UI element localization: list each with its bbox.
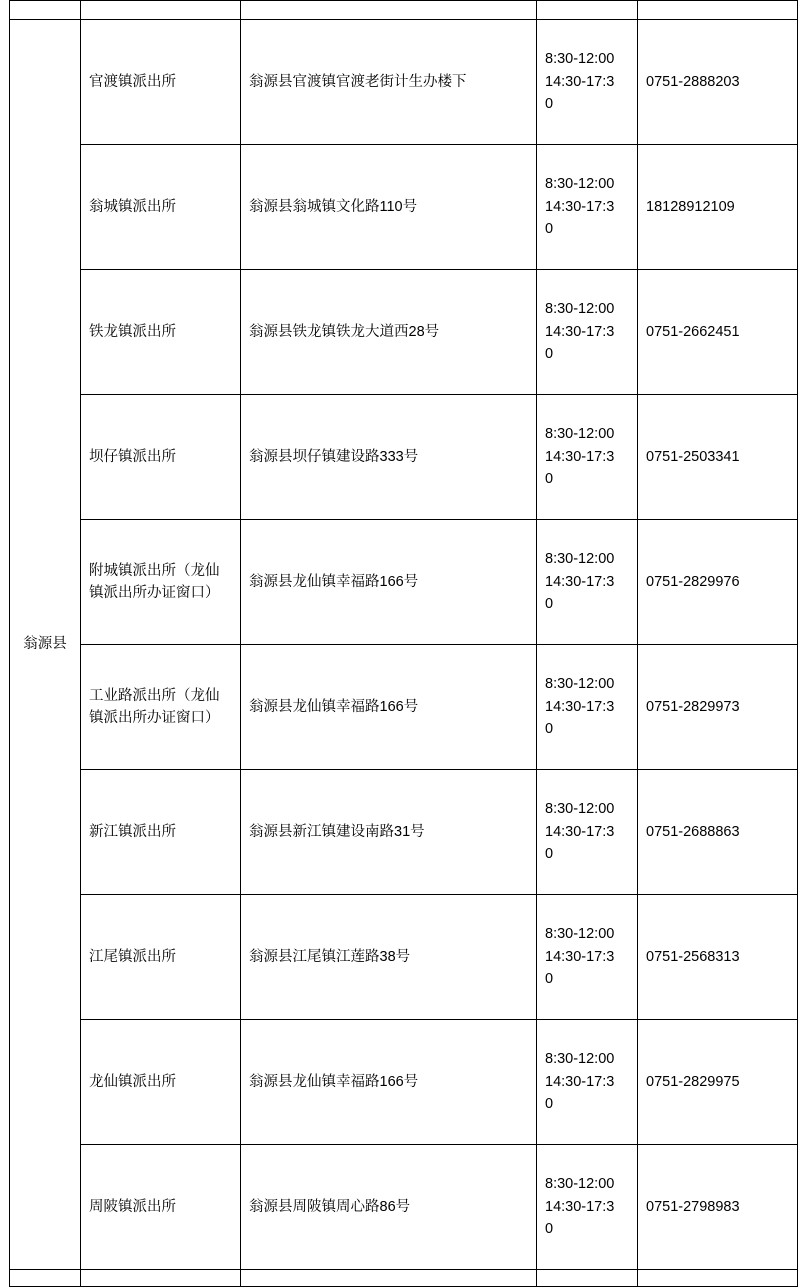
cell-phone: 0751-2503341 [638, 395, 798, 520]
table-row [10, 1020, 798, 1145]
cell-county: 翁源县 [10, 20, 81, 1270]
cell-address: 翁源县龙仙镇幸福路166号 [241, 645, 537, 770]
hours-line-1: 8:30-12:00 [545, 676, 615, 693]
cell-address: 翁源县新江镇建设南路31号 [241, 770, 537, 895]
hours-line-1: 8:30-12:00 [545, 1176, 615, 1193]
cell-address: 翁源县坝仔镇建设路333号 [241, 395, 537, 520]
cell-hours [537, 1145, 638, 1270]
table-row [10, 770, 798, 895]
cell-address: 翁源县官渡镇官渡老街计生办楼下 [241, 20, 537, 145]
table-row-partial-top [10, 1, 798, 20]
cell-hours [537, 645, 638, 770]
hours-line-2: 14:30-17:3 [545, 448, 615, 465]
cell-hours [537, 20, 638, 145]
hours-line-1: 8:30-12:00 [545, 301, 615, 318]
cell-address: 翁源县江尾镇江莲路38号 [241, 895, 537, 1020]
cell-station: 周陂镇派出所 [81, 1145, 241, 1270]
cell-address-partial [241, 1270, 537, 1287]
hours-line-1: 8:30-12:00 [545, 801, 615, 818]
table-row [10, 895, 798, 1020]
hours-line-2: 14:30-17:3 [545, 573, 615, 590]
hours-line-2: 14:30-17:3 [545, 823, 615, 840]
hours-line-3: 0 [545, 1096, 554, 1113]
hours-line-2: 14:30-17:3 [545, 698, 615, 715]
hours-line-3: 0 [545, 846, 554, 863]
hours-line-3: 0 [545, 346, 554, 363]
cell-station-partial [81, 1, 241, 20]
table-row [10, 145, 798, 270]
police-station-table [9, 0, 798, 1287]
hours-line-3: 0 [545, 471, 554, 488]
cell-phone: 0751-2798983 [638, 1145, 798, 1270]
hours-line-1: 8:30-12:00 [545, 551, 615, 568]
cell-phone: 0751-2888203 [638, 20, 798, 145]
hours-line-2: 14:30-17:3 [545, 1198, 615, 1215]
cell-hours [537, 770, 638, 895]
cell-county-partial [10, 1, 81, 20]
cell-hours [537, 1020, 638, 1145]
cell-phone-partial [638, 1, 798, 20]
cell-phone: 0751-2829976 [638, 520, 798, 645]
cell-station: 铁龙镇派出所 [81, 270, 241, 395]
cell-phone: 0751-2829973 [638, 645, 798, 770]
cell-hours [537, 145, 638, 270]
hours-line-2: 14:30-17:3 [545, 1073, 615, 1090]
cell-phone-partial [638, 1270, 798, 1287]
hours-line-1: 8:30-12:00 [545, 176, 615, 193]
cell-station: 翁城镇派出所 [81, 145, 241, 270]
table-body [10, 1, 798, 1287]
cell-phone: 0751-2662451 [638, 270, 798, 395]
cell-station-partial [81, 1270, 241, 1287]
hours-line-3: 0 [545, 221, 554, 238]
cell-address: 翁源县龙仙镇幸福路166号 [241, 1020, 537, 1145]
cell-phone: 18128912109 [638, 145, 798, 270]
hours-line-1: 8:30-12:00 [545, 426, 615, 443]
cell-phone: 0751-2688863 [638, 770, 798, 895]
hours-line-3: 0 [545, 1221, 554, 1238]
table-row [10, 645, 798, 770]
cell-station: 官渡镇派出所 [81, 20, 241, 145]
cell-address: 翁源县周陂镇周心路86号 [241, 1145, 537, 1270]
cell-address: 翁源县龙仙镇幸福路166号 [241, 520, 537, 645]
table-row [10, 20, 798, 145]
hours-line-3: 0 [545, 96, 554, 113]
cell-address-partial [241, 1, 537, 20]
hours-line-1: 8:30-12:00 [545, 926, 615, 943]
hours-line-3: 0 [545, 971, 554, 988]
hours-line-2: 14:30-17:3 [545, 323, 615, 340]
cell-station: 新江镇派出所 [81, 770, 241, 895]
hours-line-2: 14:30-17:3 [545, 73, 615, 90]
hours-line-2: 14:30-17:3 [545, 198, 615, 215]
table-row-partial-bottom [10, 1270, 798, 1287]
cell-station: 坝仔镇派出所 [81, 395, 241, 520]
cell-station: 工业路派出所（龙仙镇派出所办证窗口） [81, 645, 241, 770]
hours-line-3: 0 [545, 596, 554, 613]
table-row [10, 270, 798, 395]
table-row [10, 1145, 798, 1270]
cell-hours [537, 270, 638, 395]
cell-county-partial [10, 1270, 81, 1287]
cell-hours [537, 520, 638, 645]
cell-station: 江尾镇派出所 [81, 895, 241, 1020]
hours-line-1: 8:30-12:00 [545, 1051, 615, 1068]
cell-phone: 0751-2568313 [638, 895, 798, 1020]
cell-address: 翁源县翁城镇文化路110号 [241, 145, 537, 270]
hours-line-2: 14:30-17:3 [545, 948, 615, 965]
hours-line-1: 8:30-12:00 [545, 51, 615, 68]
cell-station: 附城镇派出所（龙仙镇派出所办证窗口） [81, 520, 241, 645]
table-row [10, 520, 798, 645]
table-row [10, 395, 798, 520]
cell-hours [537, 395, 638, 520]
cell-hours-partial [537, 1, 638, 20]
cell-hours-partial [537, 1270, 638, 1287]
cell-phone: 0751-2829975 [638, 1020, 798, 1145]
hours-line-3: 0 [545, 721, 554, 738]
cell-address: 翁源县铁龙镇铁龙大道西28号 [241, 270, 537, 395]
cell-hours [537, 895, 638, 1020]
cell-station: 龙仙镇派出所 [81, 1020, 241, 1145]
